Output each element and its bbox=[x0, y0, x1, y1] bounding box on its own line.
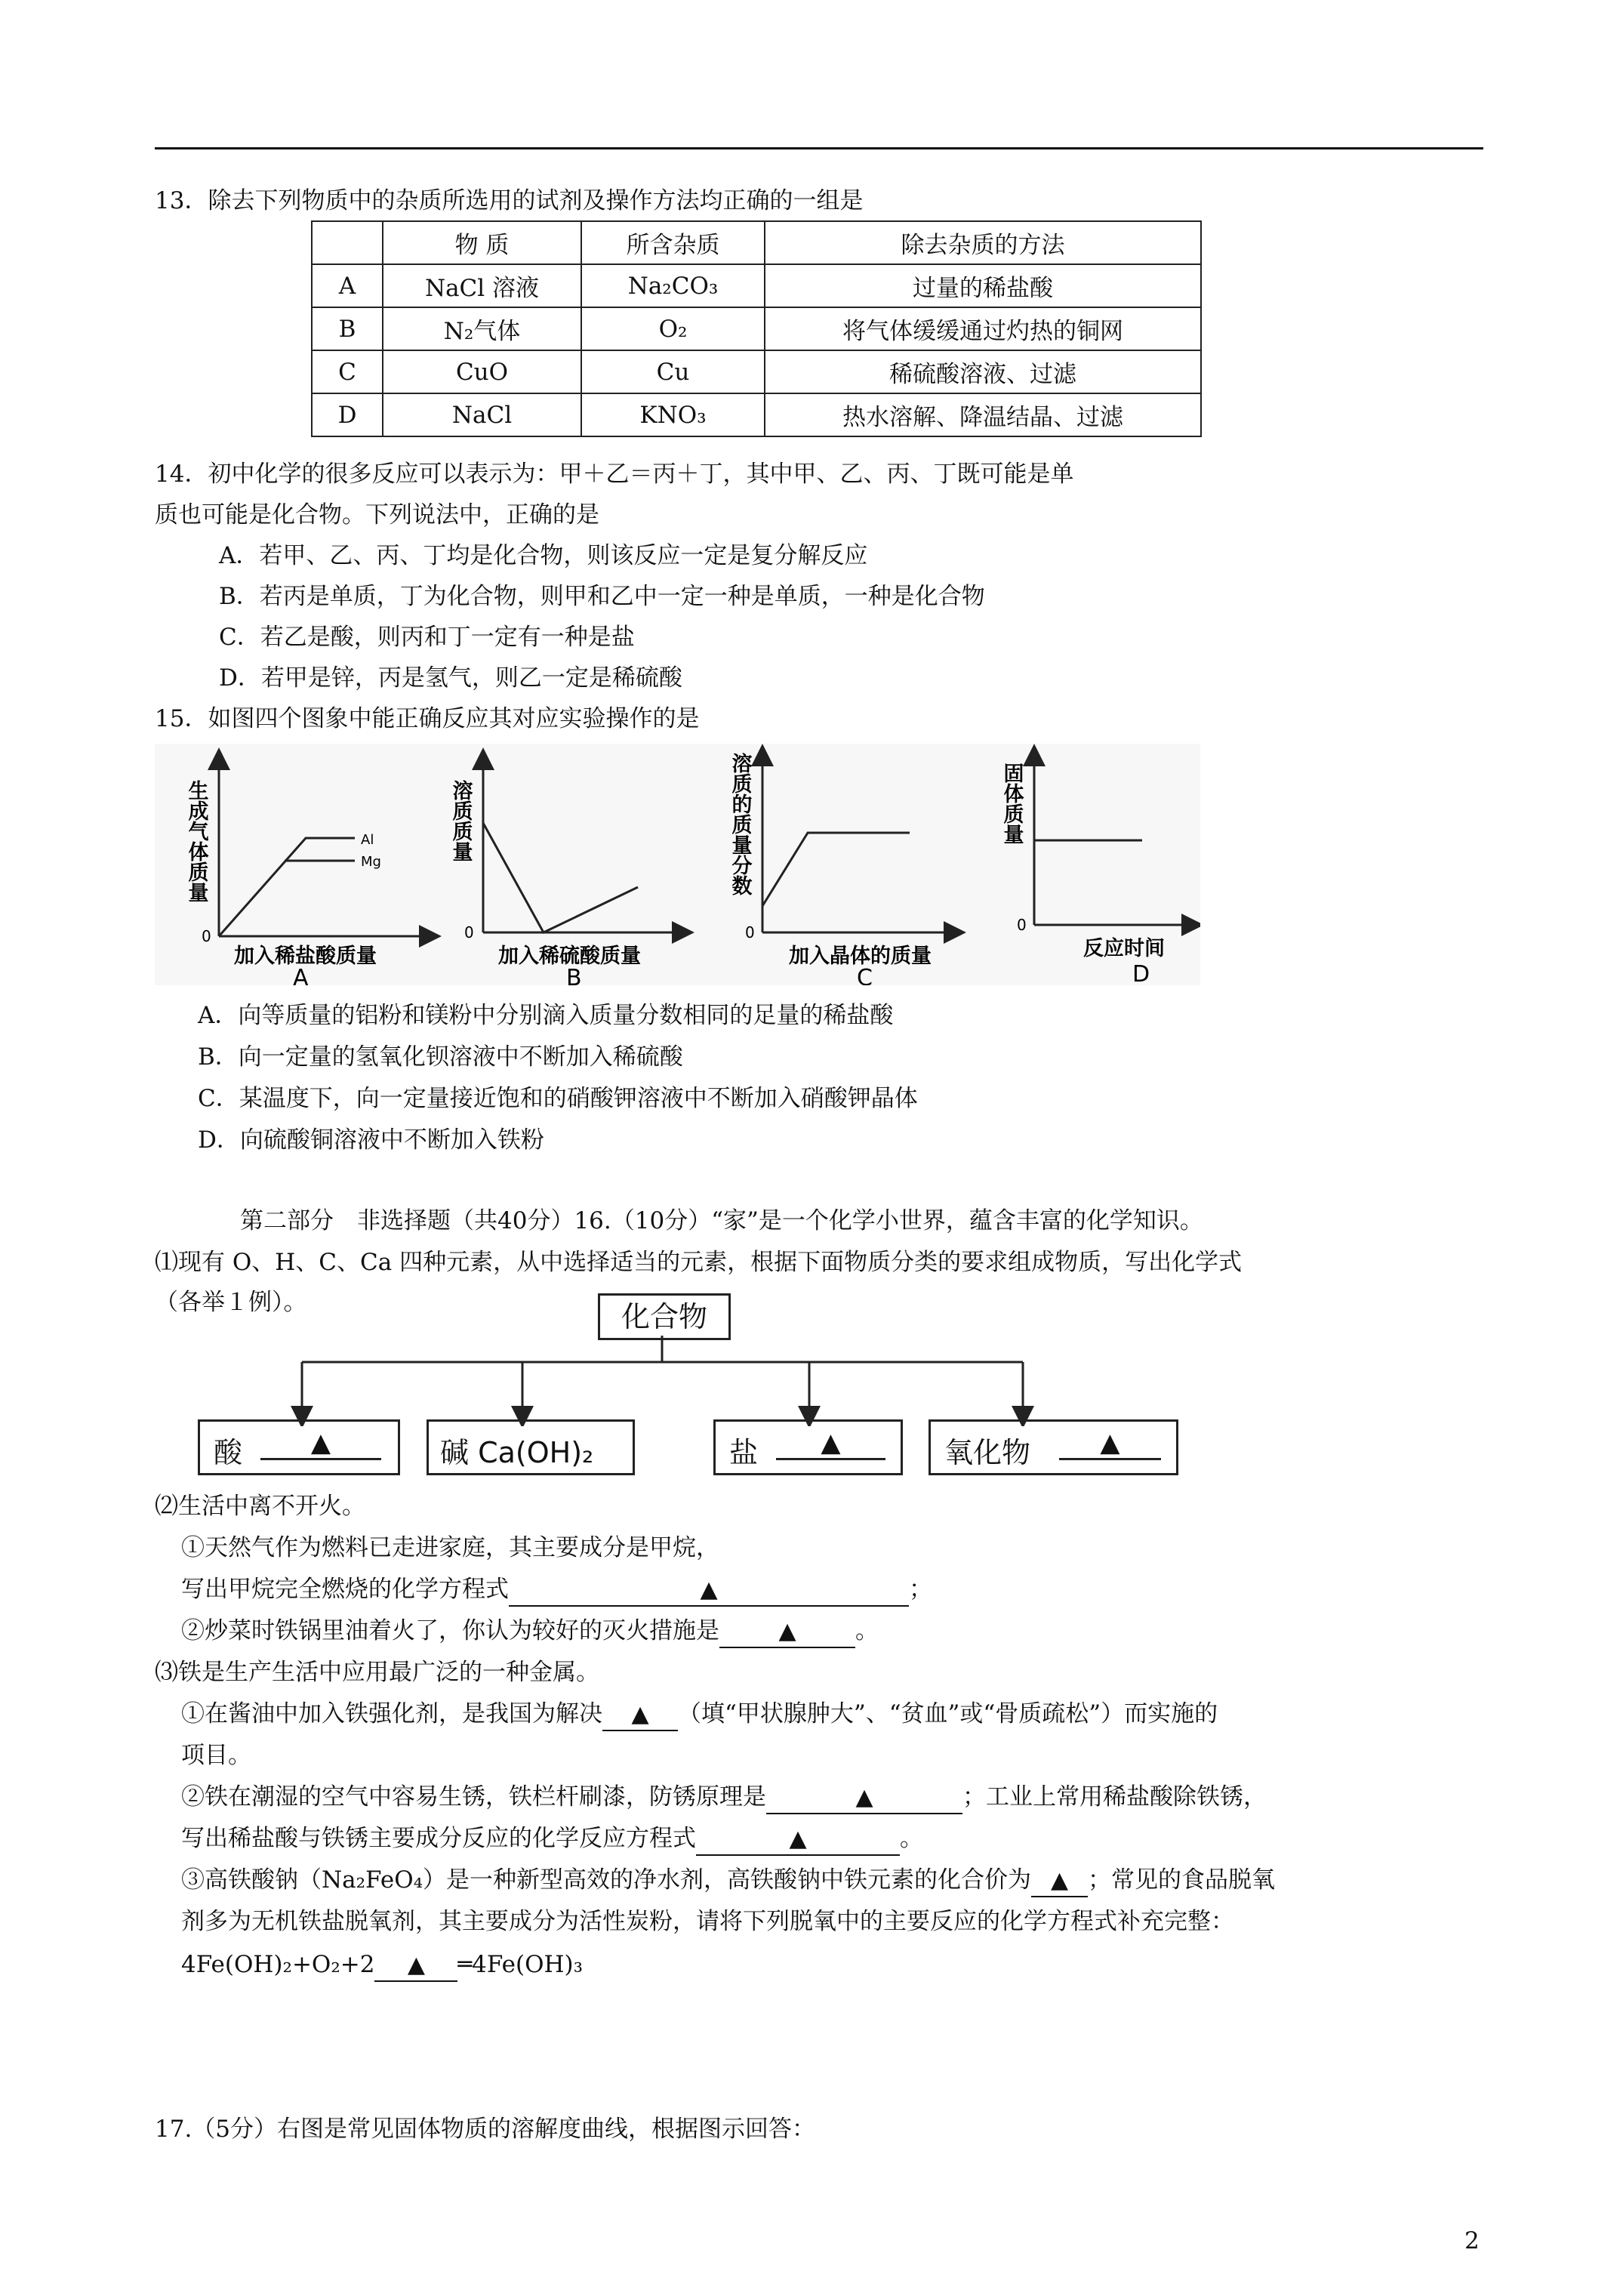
graph-b-xlabel: 加入稀硫酸质量 bbox=[498, 945, 641, 968]
table-row bbox=[312, 307, 1201, 350]
q15-option-d: D．向硫酸铜溶液中不断加入铁粉 bbox=[198, 1126, 544, 1154]
q15-option-a: A．向等质量的铝粉和镁粉中分别滴入质量分数相同的足量的稀盐酸 bbox=[198, 1002, 894, 1029]
q14-option-c: C．若乙是酸，则丙和丁一定有一种是盐 bbox=[219, 624, 635, 651]
page-number: 2 bbox=[1464, 2227, 1480, 2254]
answer-blank[interactable] bbox=[1031, 1865, 1088, 1897]
graph-a-letter: A bbox=[293, 965, 309, 985]
text-span: ②炒菜时铁锅里油着火了，你认为较好的灭火措施是 bbox=[181, 1617, 719, 1644]
q16-part3-title: ⑶铁是生产生活中应用最广泛的一种金属。 bbox=[155, 1659, 599, 1686]
table-row bbox=[312, 350, 1201, 393]
graph-a-series-al: Al bbox=[361, 832, 374, 848]
impurity-cell: Cu bbox=[581, 350, 765, 393]
graph-a bbox=[185, 759, 431, 985]
answer-blank[interactable] bbox=[509, 1574, 909, 1607]
method-cell: 稀硫酸溶液、过滤 bbox=[765, 350, 1201, 393]
leaf-blank: ▲ bbox=[1059, 1428, 1161, 1460]
text-span: ； bbox=[909, 1576, 932, 1603]
method-cell: 将气体缓缓通过灼热的铜网 bbox=[765, 307, 1201, 350]
method-cell: 热水溶解、降温结晶、过滤 bbox=[765, 393, 1201, 436]
q16-part1-line1: ⑴现有 O、H、C、Ca 四种元素，从中选择适当的元素，根据下面物质分类的要求组成物质，写出化学式 bbox=[155, 1249, 1243, 1276]
row-label: D bbox=[312, 393, 383, 436]
graph-b-ylabel: 溶质质量 bbox=[448, 780, 473, 861]
q15-option-c: C．某温度下，向一定量接近饱和的硝酸钾溶液中不断加入硝酸钾晶体 bbox=[198, 1085, 918, 1112]
q16-part2-line2 bbox=[181, 1574, 932, 1607]
graph-a-origin: 0 bbox=[202, 927, 211, 945]
table-header-cell: 除去杂质的方法 bbox=[765, 221, 1201, 264]
graph-b-origin: 0 bbox=[464, 923, 474, 942]
q16-part3-equation bbox=[181, 1949, 583, 1982]
q16-part3-line1 bbox=[181, 1699, 1218, 1731]
tree-connectors bbox=[287, 1336, 1042, 1426]
blank-marker: ▲ bbox=[855, 1784, 873, 1811]
q16-part3-line6: 剂多为无机铁盐脱氧剂，其主要成分为活性炭粉，请将下列脱氧中的主要反应的化学方程式补充完整： bbox=[181, 1908, 1234, 1935]
answer-blank[interactable] bbox=[766, 1782, 962, 1814]
tree-leaf-acid bbox=[198, 1419, 400, 1475]
graph-c-ylabel: 溶质的质量分数 bbox=[728, 753, 752, 895]
graph-d-xlabel: 反应时间 bbox=[1083, 937, 1165, 960]
text-span: ；工业上常用稀盐酸除铁锈， bbox=[962, 1783, 1267, 1811]
text-span: 。 bbox=[900, 1825, 923, 1852]
q13-stem: 13．除去下列物质中的杂质所选用的试剂及操作方法均正确的一组是 bbox=[155, 187, 864, 214]
graph-d-origin: 0 bbox=[1017, 916, 1027, 934]
row-label: A bbox=[312, 264, 383, 307]
tree-leaf-oxide bbox=[929, 1419, 1178, 1475]
method-cell: 过量的稀盐酸 bbox=[765, 264, 1201, 307]
table-header-cell: 物 质 bbox=[383, 221, 581, 264]
substance-cell: N₂气体 bbox=[383, 307, 581, 350]
row-label: B bbox=[312, 307, 383, 350]
leaf-label: 碱 Ca(OH)₂ bbox=[440, 1436, 594, 1469]
q16-part3-line2: 项目。 bbox=[181, 1742, 251, 1769]
q15-stem: 15．如图四个图象中能正确反应其对应实验操作的是 bbox=[155, 705, 700, 732]
graph-a-al-line bbox=[219, 838, 355, 936]
q15-option-b: B．向一定量的氢氧化钡溶液中不断加入稀硫酸 bbox=[198, 1043, 683, 1071]
q15-graphs-svg bbox=[155, 744, 1200, 985]
leaf-blank: ▲ bbox=[776, 1428, 885, 1460]
table-header-row bbox=[312, 221, 1201, 264]
table-row bbox=[312, 393, 1201, 436]
answer-blank[interactable] bbox=[602, 1699, 678, 1731]
graph-b-line bbox=[483, 823, 638, 932]
blank-marker: ▲ bbox=[789, 1826, 807, 1852]
table-header-cell: 所含杂质 bbox=[581, 221, 765, 264]
impurity-cell: O₂ bbox=[581, 307, 765, 350]
q15-graph-panel bbox=[155, 744, 1200, 985]
blank-marker: ▲ bbox=[1051, 1867, 1069, 1894]
text-span: ；常见的食品脱氧 bbox=[1088, 1866, 1276, 1894]
impurity-cell: Na₂CO₃ bbox=[581, 264, 765, 307]
tree-leaf-base bbox=[427, 1419, 635, 1475]
graph-c-xlabel: 加入晶体的质量 bbox=[789, 945, 932, 968]
q14-option-d: D．若甲是锌，丙是氢气，则乙一定是稀硫酸 bbox=[219, 664, 682, 692]
text-span: ①在酱油中加入铁强化剂，是我国为解决 bbox=[181, 1700, 602, 1727]
q13-table bbox=[311, 220, 1202, 437]
graph-c bbox=[728, 753, 956, 985]
substance-cell: NaCl 溶液 bbox=[383, 264, 581, 307]
q14-option-a: A．若甲、乙、丙、丁均是化合物，则该反应一定是复分解反应 bbox=[219, 542, 868, 569]
answer-blank[interactable] bbox=[374, 1949, 457, 1982]
table-row bbox=[312, 264, 1201, 307]
row-label: C bbox=[312, 350, 383, 393]
leaf-label: 酸 bbox=[214, 1436, 243, 1469]
answer-blank[interactable] bbox=[719, 1616, 855, 1648]
q14-stem-line-2: 质也可能是化合物。下列说法中，正确的是 bbox=[155, 501, 599, 529]
q16-part3-line5 bbox=[181, 1865, 1275, 1897]
graph-c-line bbox=[762, 833, 910, 906]
q16-part1-line2: （各举１例）。 bbox=[155, 1289, 307, 1316]
text-span: （填“甲状腺肿大”、“贫血”或“骨质疏松”）而实施的 bbox=[678, 1700, 1218, 1727]
graph-b-letter: B bbox=[566, 965, 582, 985]
graph-c-origin: 0 bbox=[745, 923, 755, 942]
graph-a-ylabel: 生成气体质量 bbox=[184, 780, 208, 902]
graph-d bbox=[1000, 755, 1193, 985]
blank-marker: ▲ bbox=[778, 1618, 796, 1644]
q14-option-b: B．若丙是单质，丁为化合物，则甲和乙中一定一种是单质，一种是化合物 bbox=[219, 583, 985, 610]
text-span: ③高铁酸钠（Na₂FeO₄）是一种新型高效的净水剂，高铁酸钠中铁元素的化合价为 bbox=[181, 1866, 1032, 1894]
blank-marker: ▲ bbox=[407, 1952, 425, 1978]
text-span: 。 bbox=[855, 1617, 879, 1644]
q14-stem-line-1: 14．初中化学的很多反应可以表示为：甲＋乙＝丙＋丁，其中甲、乙、丙、丁既可能是单 bbox=[155, 461, 1074, 488]
impurity-cell: KNO₃ bbox=[581, 393, 765, 436]
q17-stem: 17.（5分）右图是常见固体物质的溶解度曲线，根据图示回答： bbox=[155, 2116, 816, 2143]
q16-part2-title: ⑵生活中离不开火。 bbox=[155, 1493, 365, 1520]
part2-heading: 第二部分 非选择题（共40分）16.（10分）“家”是一个化学小世界，蕴含丰富的化学知识。 bbox=[240, 1207, 1203, 1234]
text-span: ═4Fe(OH)₃ bbox=[457, 1951, 584, 1978]
text-span: 写出稀盐酸与铁锈主要成分反应的化学反应方程式 bbox=[181, 1825, 696, 1852]
table-header-cell bbox=[312, 221, 383, 264]
q16-part3-line4 bbox=[181, 1823, 923, 1856]
substance-cell: NaCl bbox=[383, 393, 581, 436]
q16-part3-line3 bbox=[181, 1782, 1267, 1814]
text-span: 写出甲烷完全燃烧的化学方程式 bbox=[181, 1576, 509, 1603]
graph-b bbox=[449, 759, 684, 985]
tree-leaf-salt bbox=[713, 1419, 903, 1475]
graph-d-letter: D bbox=[1132, 961, 1150, 985]
graph-d-ylabel: 固体质量 bbox=[999, 763, 1024, 844]
graph-a-xlabel: 加入稀盐酸质量 bbox=[234, 945, 377, 968]
answer-blank[interactable] bbox=[696, 1823, 900, 1856]
graph-a-series-mg: Mg bbox=[361, 854, 381, 870]
header-rule bbox=[155, 147, 1483, 149]
blank-marker: ▲ bbox=[631, 1701, 649, 1727]
leaf-label: 氧化物 bbox=[944, 1436, 1031, 1469]
leaf-label: 盐 bbox=[729, 1436, 759, 1469]
q16-part2-line1: ①天然气作为燃料已走进家庭，其主要成分是甲烷， bbox=[181, 1534, 719, 1561]
text-span: 4Fe(OH)₂+O₂+2 bbox=[181, 1951, 375, 1978]
graph-c-letter: C bbox=[857, 965, 873, 985]
leaf-blank: ▲ bbox=[260, 1428, 381, 1460]
q16-part2-line3 bbox=[181, 1616, 879, 1648]
blank-marker: ▲ bbox=[700, 1576, 718, 1603]
tree-root-box: 化合物 bbox=[598, 1293, 731, 1340]
substance-cell: CuO bbox=[383, 350, 581, 393]
text-span: ②铁在潮湿的空气中容易生锈，铁栏杆刷漆，防锈原理是 bbox=[181, 1783, 766, 1811]
